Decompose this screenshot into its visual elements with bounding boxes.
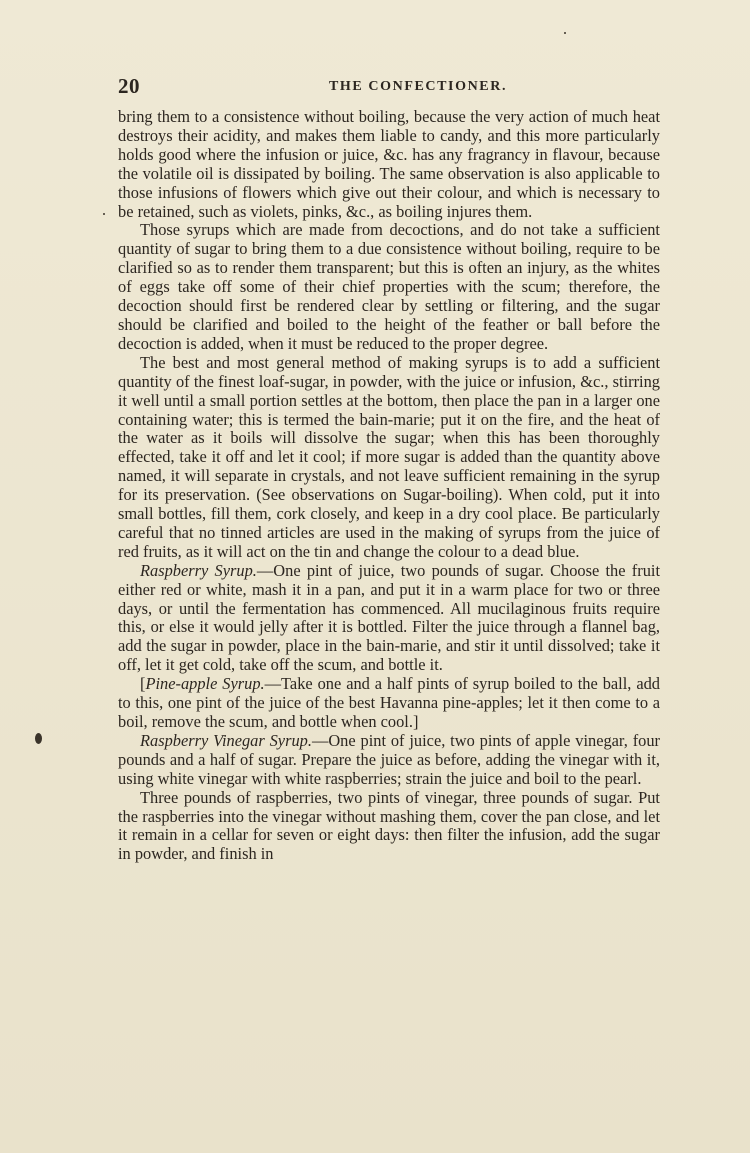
- paragraph-text: bring them to a consistence without boiling, because the very action of much heat destroys their acidity, and makes them liable to candy, and this more particularly holds good where the infusion or juice, &c. has any fragrancy in flavour, because the volatile oil is dissipated by boiling. The same observation is also applicable to those infusions of flowers which give out their colour, and which is necessary to be retained, such as violets, pinks, &c., as boiling injures them.: [118, 107, 660, 221]
- recipe-raspberry-syrup: [118, 562, 660, 675]
- paragraph-text: Three pounds of raspberries, two pints of vinegar, three pounds of sugar. Put the raspberries into the vinegar without mashing them, cover the pan close, and let it remain in a cellar for seven or eight days: then filter the infusion, add the sugar in powder, and finish in: [118, 787, 660, 864]
- paragraph-7: [118, 789, 660, 865]
- ink-speck: [564, 32, 566, 34]
- recipe-text: —One pint of juice, two pounds of sugar. Choose the fruit either red or white, mash it in a pan, and put it in a warm place for two or three days, or until the fermentation has commenced. All mucilaginous fruits require this, or else it would jelly after it is bottled. Filter the juice through a flannel bag, add the sugar in powder, place in the bain-marie, and stir it until dissolved; take it off, let it get cold, take off the scum, and bottle it.: [118, 560, 661, 675]
- bracket-open: [: [140, 674, 146, 694]
- page-header: [118, 74, 660, 102]
- running-title: THE CONFECTIONER.: [328, 79, 508, 94]
- recipe-title: Raspberry Syrup.: [140, 560, 257, 580]
- paragraph-2: [118, 221, 660, 353]
- paragraph-text: The best and most general method of making syrups is to add a sufficient quantity of the finest loaf-sugar, in powder, with the juice or infusion, &c., stirring it well until a small portion settles at the bottom, then place the pan in a larger one containing water; this is termed the bain-marie; put it on the fire, and the heat of the water as it boils will dissolve the sugar; when this has been thoroughly effected, take it off and let it cool; if more sugar is added than the quantity above named, it will separate in crystals, and not leave sufficient remaining in the syrup for its preservation. (See observations on Sugar-boiling). When cold, put it into small bottles, fill them, cork closely, and keep in a dry cool place. Be particularly careful that no tinned articles are used in the making of syrups from the juice of red fruits, as it will act on the tin and change the colour to a dead blue.: [118, 352, 660, 561]
- ink-speck: [103, 213, 105, 215]
- recipe-text: —Take one and a half pints of syrup boiled to the ball, add to this, one pint of the juice of the best Havanna pine-apples; let it then come to a boil, remove the scum, and bottle when cool.]: [118, 674, 660, 731]
- page-number: 20: [118, 74, 140, 98]
- recipe-text: —One pint of juice, two pints of apple vinegar, four pounds and a half of sugar. Prepare the juice as before, adding the vinegar with it, using white vinegar with white raspberries; strain the juice and boil to the pearl.: [118, 730, 661, 788]
- paragraph-1: [118, 108, 660, 221]
- recipe-title: Pine-apple Syrup.: [145, 674, 265, 694]
- paragraph-text: Those syrups which are made from decoctions, and do not take a sufficient quantity of sugar to bring them to a due consistence without boiling, require to be clarified so as to render them transparent; but this is often an injury, as the whites of eggs take off some of their chief properties with the scum; therefore, the decoction should first be rendered clear by settling or filtering, and the sugar should be clarified and boiled to the height of the feather or ball before the decoction is added, when it must be reduced to the proper degree.: [118, 220, 660, 353]
- recipe-raspberry-vinegar-syrup: [118, 732, 660, 789]
- page-body: [118, 108, 660, 864]
- recipe-pine-apple-syrup: [118, 675, 660, 732]
- recipe-title: Raspberry Vinegar Syrup.: [140, 730, 312, 750]
- paragraph-3: [118, 354, 660, 562]
- ink-speck: [35, 733, 42, 744]
